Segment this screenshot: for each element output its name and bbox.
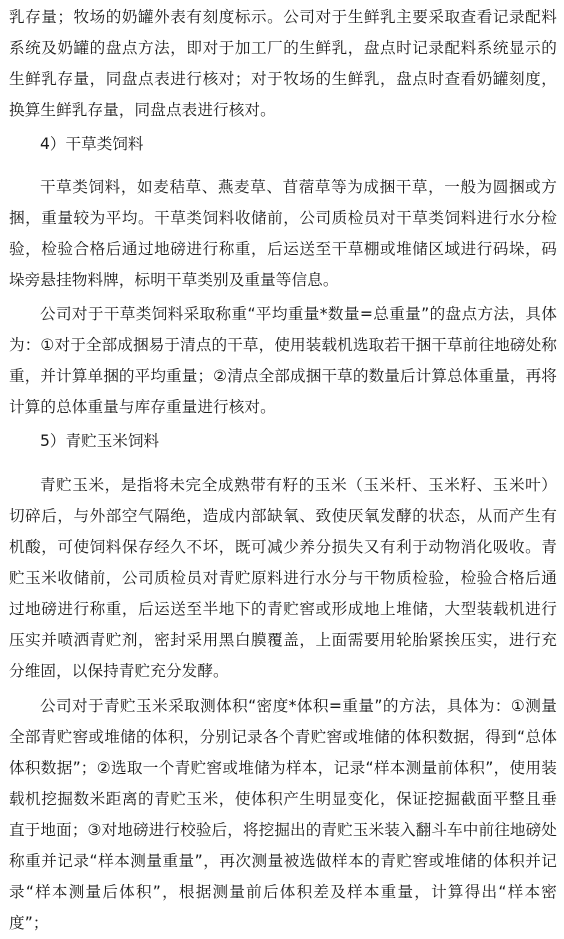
section-heading-silage-corn: 5）青贮玉米饲料 xyxy=(40,432,160,450)
paragraph-hay-feed-description: 干草类饲料，如麦秸草、燕麦草、苜蓿草等为成捆干草，一般为圆捆或方捆，重量较为平均。干草类饲料收储前，公司质检员对干草类饲料进行水分检验，检验合格后通过地磅进行称重，后运送至干草棚或堆储区域进行码垛，码垛旁悬挂物料牌，标明干草类别及重量等信息。 xyxy=(9,178,557,289)
paragraph-silage-corn-counting-method: 公司对于青贮玉米采取测体积“密度*体积=重量”的方法，具体为：①测量全部青贮窖或堆储的体积，分别记录各个青贮窖或堆储的体积数据，得到“总体体积数据”；②选取一个青贮窖或堆储为样本，记录“样本测量前体积”，使用装载机挖掘数米距离的青贮玉米，使体积产生明显变化，保证挖掘截面平整且垂直于地面；③对地磅进行校验后，将挖掘出的青贮玉米装入翻斗车中前往地磅处称重并记录“样本测量重量”，再次测量被选做样本的青贮窖或堆储的体积并记录“样本测量后体积”，根据测量前后体积差及样本重量，计算得出“样本密度”； xyxy=(9,697,557,932)
paragraph-raw-milk-inventory: 乳存量；牧场的奶罐外表有刻度标示。公司对于生鲜乳主要采取查看记录配料系统及奶罐的盘点方法，即对于加工厂的生鲜乳，盘点时记录配料系统显示的生鲜乳存量，同盘点表进行核对；对于牧场的生鲜乳，盘点时查看奶罐刻度，换算生鲜乳存量，同盘点表进行核对。 xyxy=(9,8,557,119)
paragraph-hay-feed-counting-method: 公司对于干草类饲料采取称重“平均重量*数量=总重量”的盘点方法，具体为：①对于全部成捆易于清点的干草，使用装载机选取若干捆干草前往地磅处称重，并计算单捆的平均重量；②清点全部成捆干草的数量后计算总体重量，再将计算的总体重量与库存重量进行核对。 xyxy=(9,305,557,416)
paragraph-silage-corn-description: 青贮玉米，是指将未完全成熟带有籽的玉米（玉米杆、玉米籽、玉米叶）切碎后，与外部空气隔绝，造成内部缺氧、致使厌氧发酵的状态，从而产生有机酸，可使饲料保存经久不坏，既可减少养分损失又有利于动物消化吸收。青贮玉米收储前，公司质检员对青贮原料进行水分与干物质检验，检验合格后通过地磅进行称重，后运送至半地下的青贮窖或形成地上堆储，大型装载机进行压实并喷洒青贮剂，密封采用黑白膜覆盖，上面需要用轮胎紧挨压实，进行充分维固，以保持青贮充分发酵。 xyxy=(9,476,557,680)
section-heading-hay-feed: 4）干草类饲料 xyxy=(40,135,144,153)
